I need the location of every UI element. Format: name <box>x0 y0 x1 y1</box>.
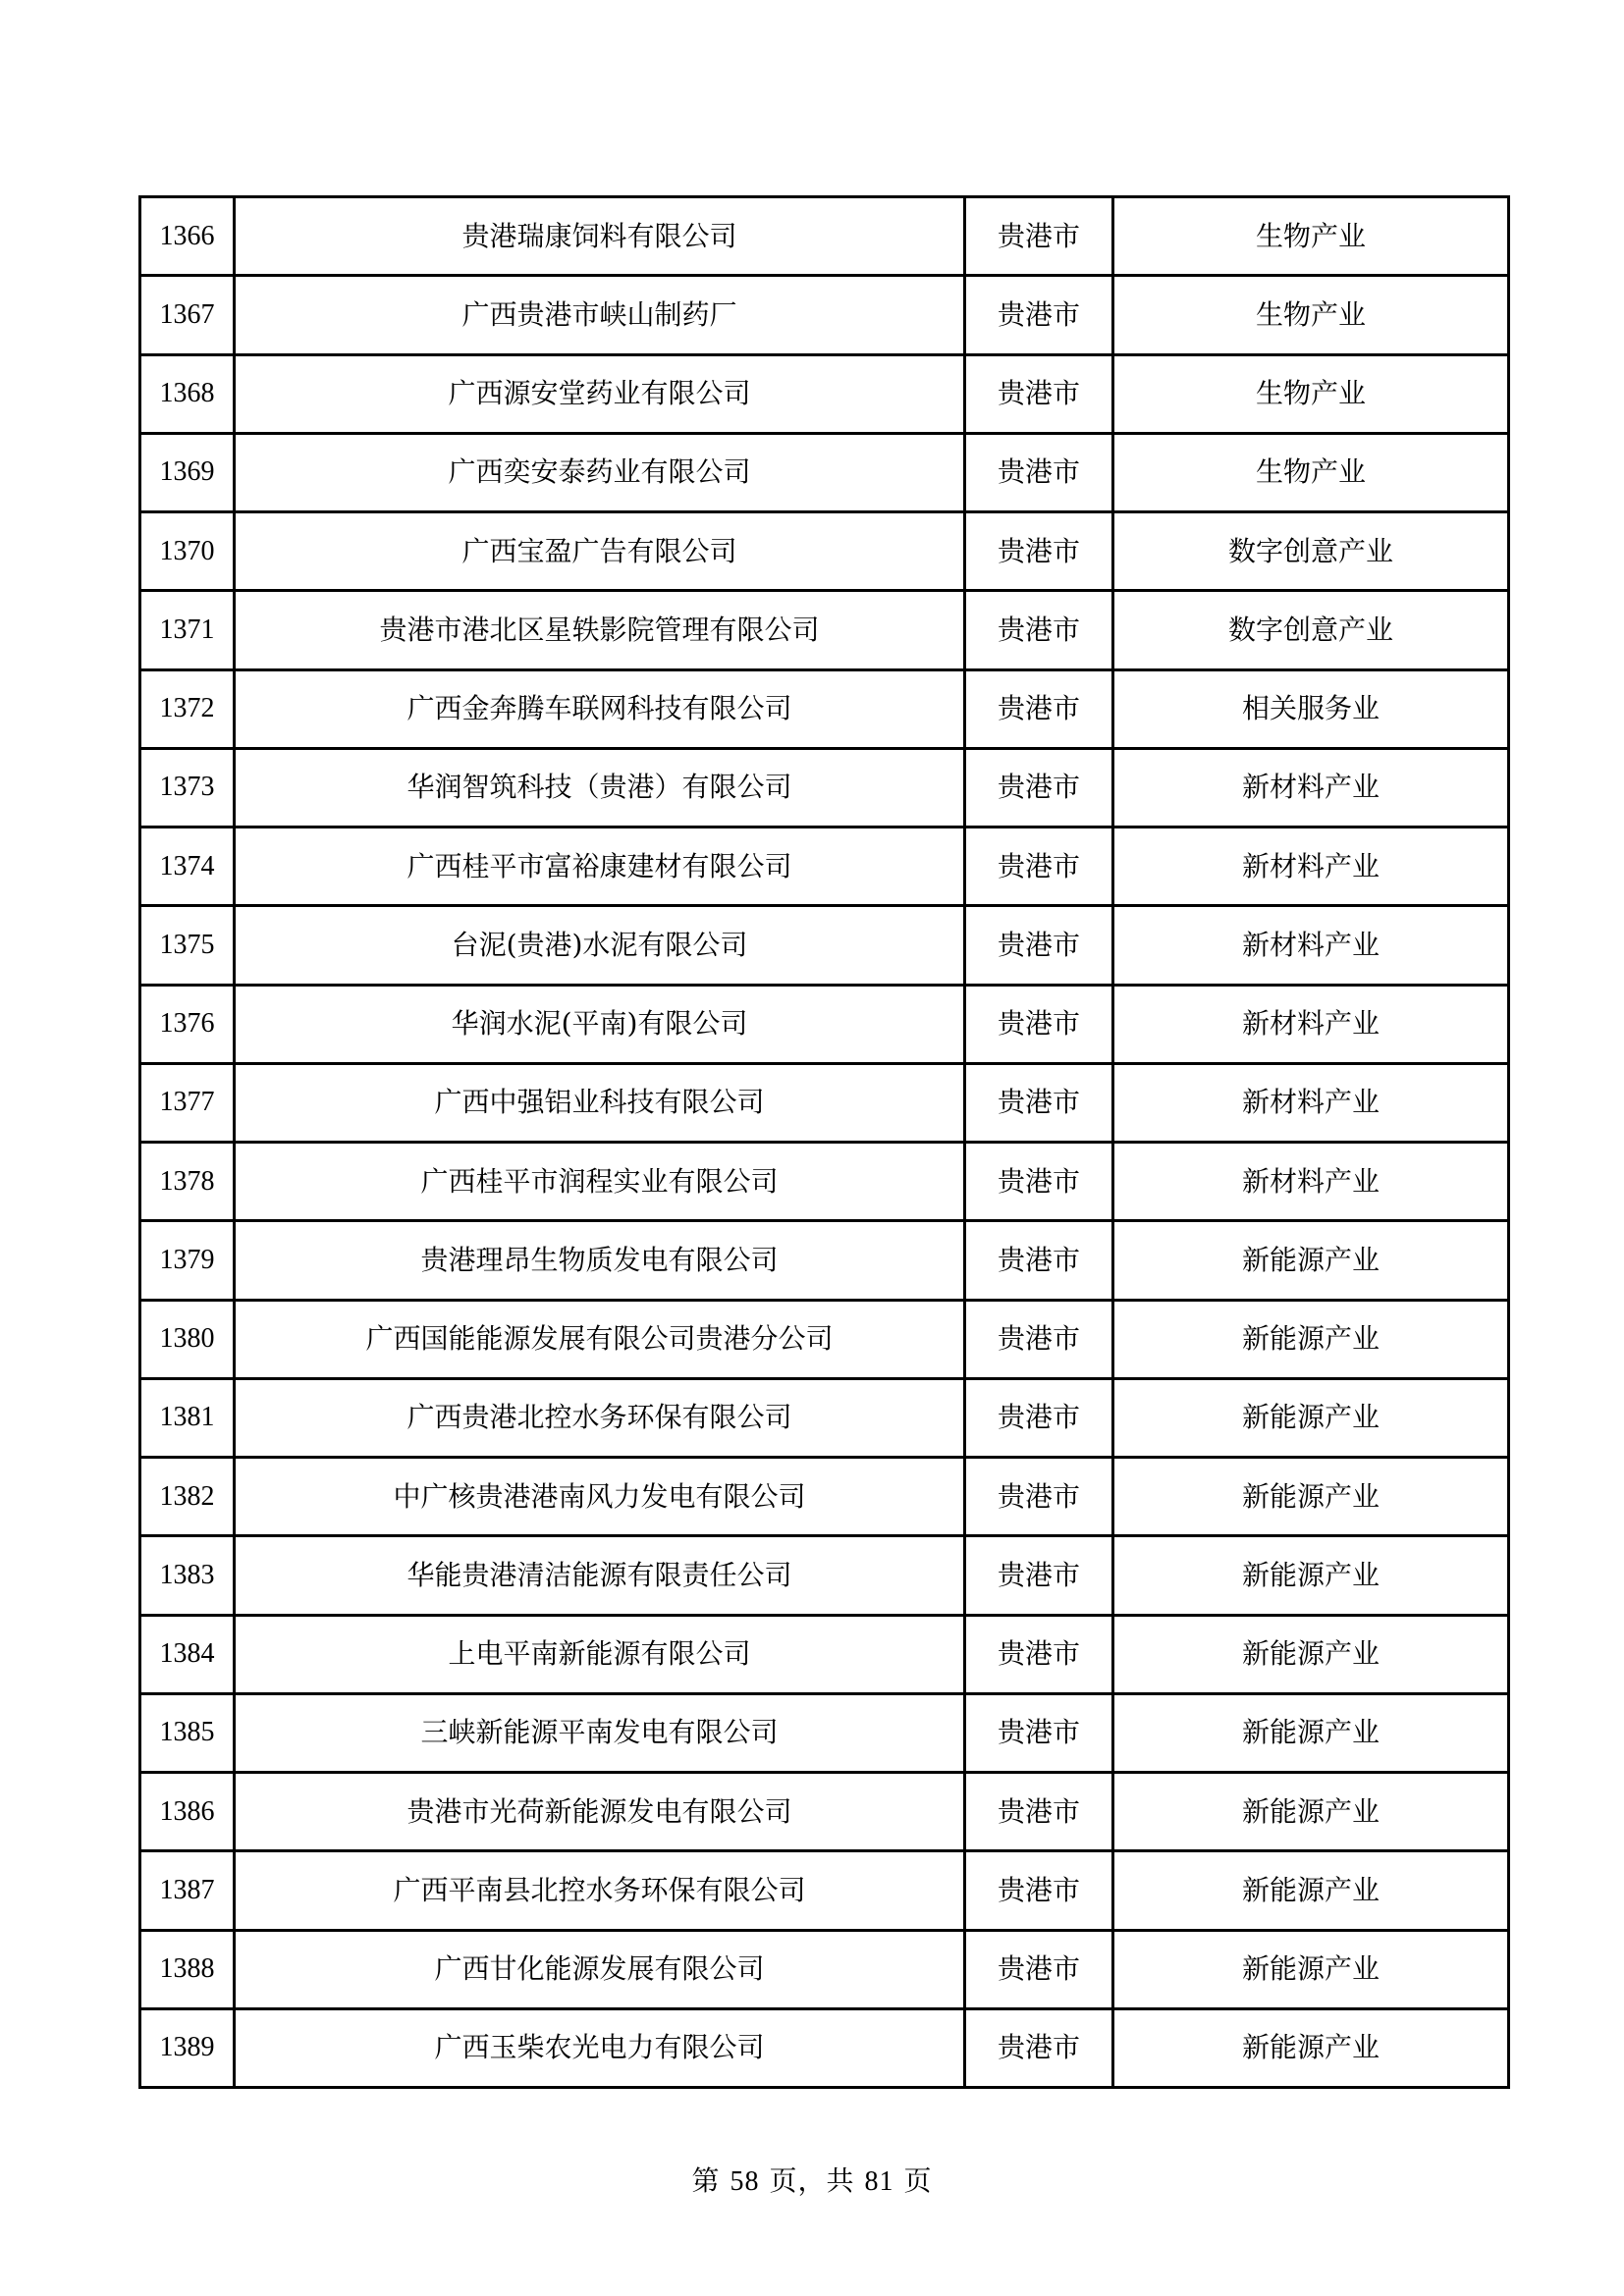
table-row <box>140 2008 1509 2087</box>
footer-prefix: 第 <box>691 2164 721 2197</box>
company-name-cell: 三峡新能源平南发电有限公司 <box>235 1693 965 1772</box>
table-row <box>140 1458 1509 1536</box>
row-number-cell: 1383 <box>140 1536 235 1615</box>
row-number-cell: 1389 <box>140 2008 235 2087</box>
industry-cell: 新能源产业 <box>1113 2008 1509 2087</box>
city-cell: 贵港市 <box>965 591 1113 669</box>
company-name-cell: 台泥(贵港)水泥有限公司 <box>235 906 965 985</box>
city-cell: 贵港市 <box>965 828 1113 906</box>
city-cell: 贵港市 <box>965 1143 1113 1221</box>
company-name-cell: 华润水泥(平南)有限公司 <box>235 985 965 1063</box>
table-row <box>140 197 1509 276</box>
city-cell: 贵港市 <box>965 1615 1113 1693</box>
city-cell: 贵港市 <box>965 1300 1113 1378</box>
company-name-cell: 上电平南新能源有限公司 <box>235 1615 965 1693</box>
company-name-cell: 贵港瑞康饲料有限公司 <box>235 197 965 276</box>
industry-cell: 新材料产业 <box>1113 1063 1509 1142</box>
city-cell: 贵港市 <box>965 748 1113 827</box>
company-name-cell: 广西贵港市峡山制药厂 <box>235 276 965 354</box>
table-row <box>140 1930 1509 2008</box>
row-number-cell: 1367 <box>140 276 235 354</box>
industry-cell: 生物产业 <box>1113 433 1509 511</box>
industry-cell: 相关服务业 <box>1113 669 1509 748</box>
table-row <box>140 512 1509 591</box>
industry-cell: 新材料产业 <box>1113 985 1509 1063</box>
industry-cell: 新能源产业 <box>1113 1693 1509 1772</box>
table-row <box>140 906 1509 985</box>
city-cell: 贵港市 <box>965 433 1113 511</box>
industry-cell: 新材料产业 <box>1113 1143 1509 1221</box>
city-cell: 贵港市 <box>965 985 1113 1063</box>
city-cell: 贵港市 <box>965 197 1113 276</box>
row-number-cell: 1386 <box>140 1773 235 1851</box>
table-row <box>140 433 1509 511</box>
industry-cell: 新材料产业 <box>1113 828 1509 906</box>
table-row <box>140 1693 1509 1772</box>
row-number-cell: 1373 <box>140 748 235 827</box>
city-cell: 贵港市 <box>965 276 1113 354</box>
industry-cell: 新能源产业 <box>1113 1378 1509 1457</box>
company-name-cell: 广西桂平市富裕康建材有限公司 <box>235 828 965 906</box>
table-row <box>140 1300 1509 1378</box>
total-pages-number: 81 <box>864 2166 894 2197</box>
industry-cell: 新能源产业 <box>1113 1930 1509 2008</box>
city-cell: 贵港市 <box>965 354 1113 433</box>
row-number-cell: 1374 <box>140 828 235 906</box>
row-number-cell: 1387 <box>140 1851 235 1930</box>
company-name-cell: 广西桂平市润程实业有限公司 <box>235 1143 965 1221</box>
industry-cell: 生物产业 <box>1113 197 1509 276</box>
company-name-cell: 广西中强铝业科技有限公司 <box>235 1063 965 1142</box>
row-number-cell: 1375 <box>140 906 235 985</box>
company-name-cell: 广西源安堂药业有限公司 <box>235 354 965 433</box>
table-row <box>140 1221 1509 1300</box>
footer-mid: 页，共 <box>769 2164 855 2197</box>
table-row <box>140 828 1509 906</box>
company-name-cell: 华润智筑科技（贵港）有限公司 <box>235 748 965 827</box>
city-cell: 贵港市 <box>965 2008 1113 2087</box>
city-cell: 贵港市 <box>965 1773 1113 1851</box>
row-number-cell: 1376 <box>140 985 235 1063</box>
table-row <box>140 748 1509 827</box>
industry-cell: 新能源产业 <box>1113 1221 1509 1300</box>
company-name-cell: 贵港市光荷新能源发电有限公司 <box>235 1773 965 1851</box>
company-table-body <box>140 197 1509 2088</box>
row-number-cell: 1372 <box>140 669 235 748</box>
city-cell: 贵港市 <box>965 1378 1113 1457</box>
row-number-cell: 1377 <box>140 1063 235 1142</box>
table-row <box>140 1536 1509 1615</box>
city-cell: 贵港市 <box>965 1536 1113 1615</box>
city-cell: 贵港市 <box>965 512 1113 591</box>
industry-cell: 数字创意产业 <box>1113 591 1509 669</box>
industry-cell: 数字创意产业 <box>1113 512 1509 591</box>
table-row <box>140 1143 1509 1221</box>
city-cell: 贵港市 <box>965 1063 1113 1142</box>
row-number-cell: 1381 <box>140 1378 235 1457</box>
industry-cell: 新能源产业 <box>1113 1536 1509 1615</box>
industry-cell: 新能源产业 <box>1113 1851 1509 1930</box>
table-row <box>140 276 1509 354</box>
company-name-cell: 贵港市港北区星轶影院管理有限公司 <box>235 591 965 669</box>
city-cell: 贵港市 <box>965 1221 1113 1300</box>
industry-cell: 新能源产业 <box>1113 1615 1509 1693</box>
footer-suffix: 页 <box>903 2164 933 2197</box>
industry-cell: 新材料产业 <box>1113 748 1509 827</box>
industry-cell: 新能源产业 <box>1113 1300 1509 1378</box>
row-number-cell: 1366 <box>140 197 235 276</box>
row-number-cell: 1370 <box>140 512 235 591</box>
row-number-cell: 1371 <box>140 591 235 669</box>
row-number-cell: 1380 <box>140 1300 235 1378</box>
company-name-cell: 广西贵港北控水务环保有限公司 <box>235 1378 965 1457</box>
row-number-cell: 1369 <box>140 433 235 511</box>
table-row <box>140 1378 1509 1457</box>
row-number-cell: 1378 <box>140 1143 235 1221</box>
industry-cell: 生物产业 <box>1113 354 1509 433</box>
table-row <box>140 669 1509 748</box>
row-number-cell: 1384 <box>140 1615 235 1693</box>
city-cell: 贵港市 <box>965 669 1113 748</box>
table-row <box>140 1851 1509 1930</box>
city-cell: 贵港市 <box>965 1458 1113 1536</box>
table-row <box>140 1615 1509 1693</box>
industry-cell: 新能源产业 <box>1113 1773 1509 1851</box>
row-number-cell: 1368 <box>140 354 235 433</box>
company-name-cell: 华能贵港清洁能源有限责任公司 <box>235 1536 965 1615</box>
company-name-cell: 广西宝盈广告有限公司 <box>235 512 965 591</box>
company-table <box>138 195 1510 2089</box>
table-row <box>140 1063 1509 1142</box>
city-cell: 贵港市 <box>965 906 1113 985</box>
row-number-cell: 1385 <box>140 1693 235 1772</box>
company-name-cell: 广西玉柴农光电力有限公司 <box>235 2008 965 2087</box>
industry-cell: 新能源产业 <box>1113 1458 1509 1536</box>
row-number-cell: 1379 <box>140 1221 235 1300</box>
table-row <box>140 354 1509 433</box>
industry-cell: 生物产业 <box>1113 276 1509 354</box>
city-cell: 贵港市 <box>965 1693 1113 1772</box>
company-name-cell: 广西平南县北控水务环保有限公司 <box>235 1851 965 1930</box>
city-cell: 贵港市 <box>965 1930 1113 2008</box>
company-name-cell: 广西金奔腾车联网科技有限公司 <box>235 669 965 748</box>
industry-cell: 新材料产业 <box>1113 906 1509 985</box>
company-name-cell: 中广核贵港港南风力发电有限公司 <box>235 1458 965 1536</box>
company-name-cell: 广西甘化能源发展有限公司 <box>235 1930 965 2008</box>
row-number-cell: 1382 <box>140 1458 235 1536</box>
page-footer <box>0 2160 1624 2199</box>
current-page-number: 58 <box>730 2166 760 2197</box>
table-row <box>140 591 1509 669</box>
table-row <box>140 1773 1509 1851</box>
company-name-cell: 贵港理昂生物质发电有限公司 <box>235 1221 965 1300</box>
row-number-cell: 1388 <box>140 1930 235 2008</box>
company-name-cell: 广西国能能源发展有限公司贵港分公司 <box>235 1300 965 1378</box>
city-cell: 贵港市 <box>965 1851 1113 1930</box>
table-row <box>140 985 1509 1063</box>
company-name-cell: 广西奕安泰药业有限公司 <box>235 433 965 511</box>
